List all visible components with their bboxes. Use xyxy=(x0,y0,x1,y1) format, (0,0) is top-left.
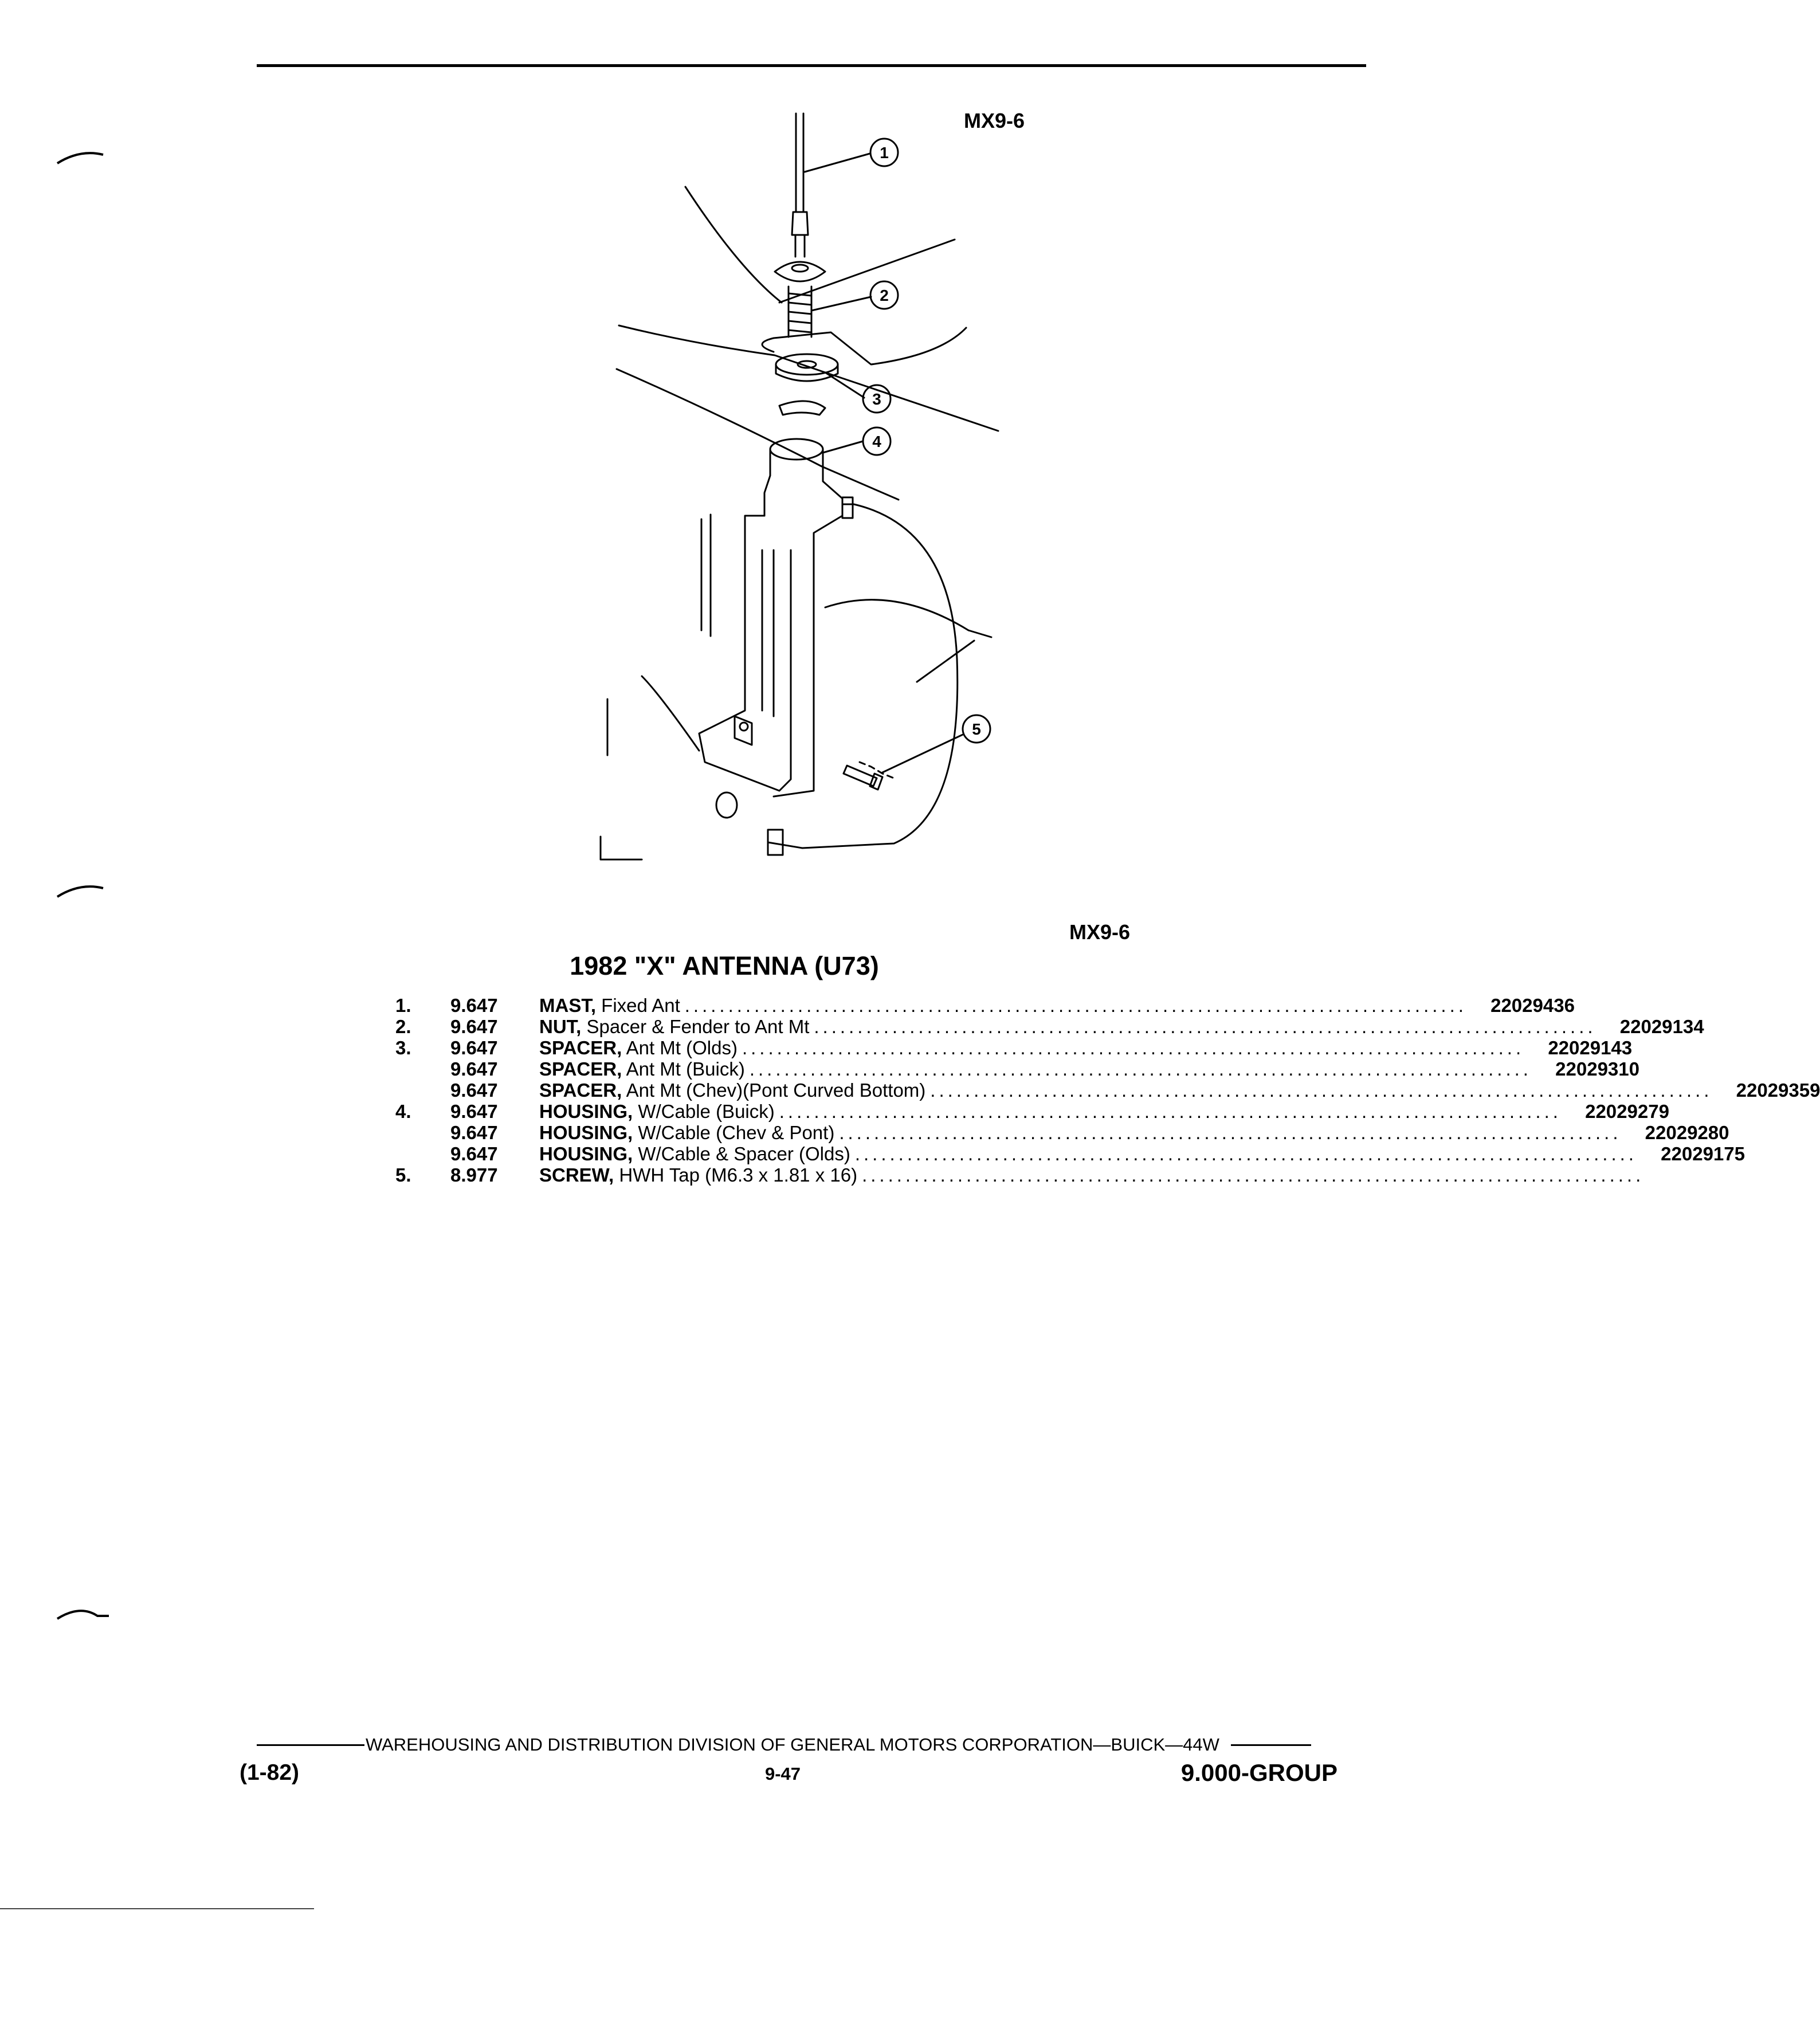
parts-list xyxy=(395,995,1820,1186)
part-name: SPACER, xyxy=(539,1058,622,1080)
parts-row xyxy=(395,1143,1745,1164)
callout-label-4: 4 xyxy=(872,433,881,450)
group-number: 9.647 xyxy=(450,1058,498,1080)
part-number: 22029436 xyxy=(1490,995,1575,1016)
inner-panel-corner xyxy=(601,837,642,860)
part-description: Ant Mt (Chev)(Pont Curved Bottom) xyxy=(626,1080,926,1101)
footer-division-line xyxy=(257,1735,1340,1755)
fender-curve-line xyxy=(685,187,782,303)
part-description: W/Cable (Chev & Pont) xyxy=(638,1122,835,1143)
housing-bracket-right xyxy=(774,516,842,796)
fender-lower-line xyxy=(619,325,998,431)
parts-row xyxy=(395,1101,1669,1122)
group-number: 9.647 xyxy=(450,1037,498,1058)
group-number: 9.647 xyxy=(450,1101,498,1122)
coax-cable xyxy=(768,504,958,848)
leader-line-3 xyxy=(825,372,864,398)
item-number: 3. xyxy=(395,1037,411,1058)
mast-rod xyxy=(796,113,803,212)
bracket-hole xyxy=(740,723,748,731)
part-number: 22029134 xyxy=(1619,1016,1704,1037)
leader-line-2 xyxy=(811,297,871,311)
part-number: 22029280 xyxy=(1645,1122,1729,1143)
group-number: 9.647 xyxy=(450,995,498,1016)
inner-panel-lines xyxy=(701,515,711,636)
footer-date: (1-82) xyxy=(240,1760,300,1785)
item-number: 5. xyxy=(395,1164,411,1186)
mast-thread xyxy=(795,235,805,257)
part-name: MAST, xyxy=(539,995,596,1016)
part-description: Ant Mt (Olds) xyxy=(626,1037,738,1058)
dot-leader: .......................................................................................... xyxy=(749,1058,1532,1080)
wheel-well-arc-left xyxy=(642,676,699,751)
housing-top-opening xyxy=(770,439,823,460)
margin-mark-3 xyxy=(46,1593,120,1639)
part-name: HOUSING, xyxy=(539,1122,633,1143)
parts-row xyxy=(395,1080,1820,1101)
item-number: 1. xyxy=(395,995,411,1016)
part-number: 22029279 xyxy=(1585,1101,1669,1122)
antenna-illustration xyxy=(0,0,1449,940)
item-number: 2. xyxy=(395,1016,411,1037)
margin-mark-1 xyxy=(46,138,120,183)
margin-mark-2 xyxy=(46,871,120,917)
part-description: W/Cable (Buick) xyxy=(638,1101,775,1122)
page-title: 1982 "X" ANTENNA (U73) xyxy=(570,951,879,980)
part-name: NUT, xyxy=(539,1016,582,1037)
group-number: 9.647 xyxy=(450,1122,498,1143)
leader-line-5 xyxy=(882,735,963,772)
wheel-well-lines xyxy=(917,630,991,682)
callout-label-3: 3 xyxy=(872,390,881,408)
part-description: W/Cable & Spacer (Olds) xyxy=(638,1143,850,1164)
dot-leader: .......................................................................................... xyxy=(930,1080,1713,1101)
dot-leader: .......................................................................................... xyxy=(742,1037,1525,1058)
bottom-rule xyxy=(0,1908,314,1909)
parts-row xyxy=(395,995,1575,1016)
dot-leader: .......................................................................................... xyxy=(814,1016,1597,1037)
dot-leader: .......................................................................................... xyxy=(862,1164,1645,1186)
leader-line-1 xyxy=(805,154,870,172)
mast-tip-fitting xyxy=(792,212,808,235)
item-number: 4. xyxy=(395,1101,411,1122)
footer-rule-right xyxy=(1231,1744,1311,1746)
housing-inner-edge xyxy=(762,550,774,716)
part-description: Fixed Ant xyxy=(601,995,680,1016)
parts-row xyxy=(395,1058,1639,1080)
nut-hole xyxy=(792,265,808,272)
parts-row xyxy=(395,1164,1645,1186)
nut-threads xyxy=(789,293,811,332)
part-number: 22029175 xyxy=(1661,1143,1745,1164)
group-number: 9.647 xyxy=(450,1080,498,1101)
parts-row xyxy=(395,1122,1729,1143)
part-number: 22029143 xyxy=(1548,1037,1633,1058)
group-number: 9.647 xyxy=(450,1143,498,1164)
part-name: SPACER, xyxy=(539,1080,622,1101)
cable-connector-top xyxy=(842,497,853,518)
dot-leader: .......................................................................................... xyxy=(779,1101,1562,1122)
dot-leader: .......................................................................................... xyxy=(839,1122,1622,1143)
figure-code-top: MX9-6 xyxy=(964,109,1025,132)
callout-label-1: 1 xyxy=(880,144,889,162)
part-number: 22029310 xyxy=(1555,1058,1639,1080)
part-description: Spacer & Fender to Ant Mt xyxy=(586,1016,810,1037)
footer-group: 9.000-GROUP xyxy=(1180,1759,1337,1786)
group-number: 8.977 xyxy=(450,1164,498,1186)
part-name: HOUSING, xyxy=(539,1143,633,1164)
parts-row xyxy=(395,1016,1704,1037)
footer-rule-left xyxy=(257,1744,364,1746)
body-line-diagonal xyxy=(617,369,899,500)
part-name: SPACER, xyxy=(539,1037,622,1058)
dot-leader: .......................................................................................... xyxy=(854,1143,1637,1164)
part-name: HOUSING, xyxy=(539,1101,633,1122)
footer-page-number: 9-47 xyxy=(764,1764,801,1784)
figure-code-bottom: MX9-6 xyxy=(1069,920,1131,944)
part-number xyxy=(1649,1164,1752,1186)
cable-end-fitting xyxy=(716,792,737,818)
part-description: HWH Tap (M6.3 x 1.81 x 16) xyxy=(619,1164,858,1186)
group-number: 9.647 xyxy=(450,1016,498,1037)
part-name: SCREW, xyxy=(539,1164,614,1186)
housing-bracket-left xyxy=(699,516,791,791)
retaining-ring xyxy=(779,401,825,415)
part-description: Ant Mt (Buick) xyxy=(626,1058,745,1080)
leader-line-4 xyxy=(823,441,863,453)
callout-label-2: 2 xyxy=(880,287,889,304)
footer-division-text: WAREHOUSING AND DISTRIBUTION DIVISION OF GENERAL MOTORS CORPORATION—BUICK—44W xyxy=(366,1735,1219,1755)
parts-row xyxy=(395,1037,1633,1058)
dot-leader: .......................................................................................... xyxy=(684,995,1467,1016)
spacer-top xyxy=(776,354,838,375)
callout-label-5: 5 xyxy=(972,720,981,738)
part-number: 22029359 xyxy=(1736,1080,1820,1101)
wheel-well-arc-top xyxy=(825,600,968,630)
body-line-upper xyxy=(762,328,966,364)
